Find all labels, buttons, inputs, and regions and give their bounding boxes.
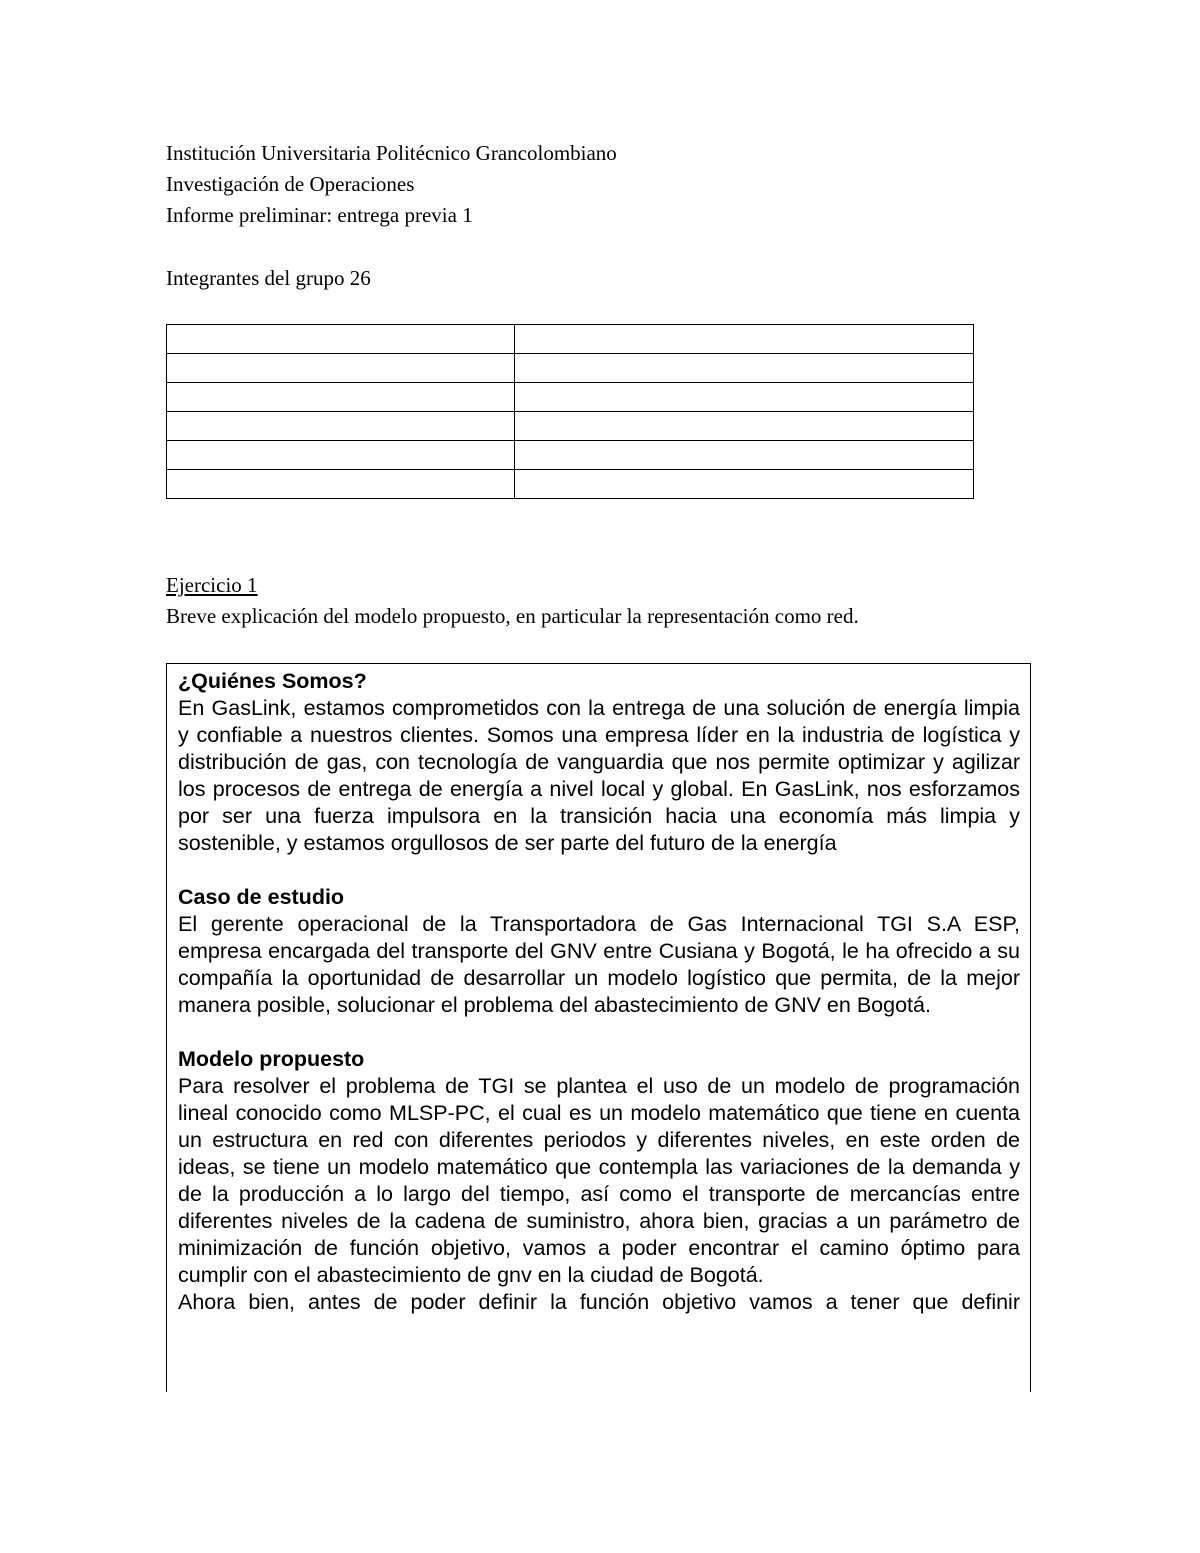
table-row [167, 412, 974, 441]
content-box-body [178, 668, 1020, 1316]
section-paragraph-continued: Ahora bien, antes de poder definir la función objetivo vamos a tener que definir [178, 1290, 1020, 1314]
paragraph-spacer [178, 857, 1020, 884]
table-row [167, 383, 974, 412]
section-paragraph: En GasLink, estamos comprometidos con la entrega de una solución de energía limpia y confiable a nuestros clientes. Somos una empresa líder en la industria de logística y distribución de gas, con tecnología de vanguardia que nos permite optimizar y agilizar los procesos de entrega de energía a nivel local y global. En GasLink, nos esforzamos por ser una fuerza impulsora en la transición hacia una economía más limpia y sostenible, y estamos orgullosos de ser parte del futuro de la energía [178, 696, 1020, 855]
section-paragraph: El gerente operacional de la Transportadora de Gas Internacional TGI S.A ESP, empresa encargada del transporte del GNV entre Cusiana y Bogotá, le ha ofrecido a su compañía la oportunidad de desarrollar un modelo logístico que permita, de la mejor manera posible, solucionar el problema del abastecimiento de GNV en Bogotá. [178, 912, 1020, 1017]
member-id-cell [515, 354, 974, 383]
member-id-cell [515, 470, 974, 499]
member-id-cell [515, 441, 974, 470]
member-name-cell [167, 412, 515, 441]
table-row [167, 325, 974, 354]
members-table [166, 324, 974, 499]
table-row [167, 470, 974, 499]
institution-name: Institución Universitaria Politécnico Grancolombiano [166, 141, 617, 165]
table-row [167, 354, 974, 383]
member-id-cell [515, 412, 974, 441]
content-box [166, 663, 1031, 1392]
member-name-cell [167, 470, 515, 499]
member-name-cell [167, 354, 515, 383]
section-paragraph: Para resolver el problema de TGI se plantea el uso de un modelo de programación lineal conocido como MLSP-PC, el cual es un modelo matemático que tiene en cuenta un estructura en red con diferentes periodos y diferentes niveles, en este orden de ideas, se tiene un modelo matemático que contempla las variaciones de la demanda y de la producción a lo largo del tiempo, así como el transporte de mercancías entre diferentes niveles de la cadena de suministro, ahora bien, gracias a un parámetro de minimización de función objetivo, vamos a poder encontrar el camino óptimo para cumplir con el abastecimiento de gnv en la ciudad de Bogotá. [178, 1074, 1020, 1287]
paragraph-spacer [178, 1019, 1020, 1046]
exercise-title: Ejercicio 1 [166, 573, 258, 597]
group-label: Integrantes del grupo 26 [166, 266, 371, 290]
member-id-cell [515, 325, 974, 354]
section-heading-caso-de-estudio: Caso de estudio [178, 885, 345, 909]
course-name: Investigación de Operaciones [166, 172, 415, 196]
member-id-cell [515, 383, 974, 412]
report-title: Informe preliminar: entrega previa 1 [166, 203, 473, 227]
member-name-cell [167, 383, 515, 412]
member-name-cell [167, 441, 515, 470]
section-heading-modelo-propuesto: Modelo propuesto [178, 1047, 365, 1071]
section-heading-quienes-somos: ¿Quiénes Somos? [178, 669, 367, 693]
document-header [166, 138, 1066, 231]
member-name-cell [167, 325, 515, 354]
exercise-description: Breve explicación del modelo propuesto, en particular la representación como red. [166, 604, 859, 628]
table-row [167, 441, 974, 470]
